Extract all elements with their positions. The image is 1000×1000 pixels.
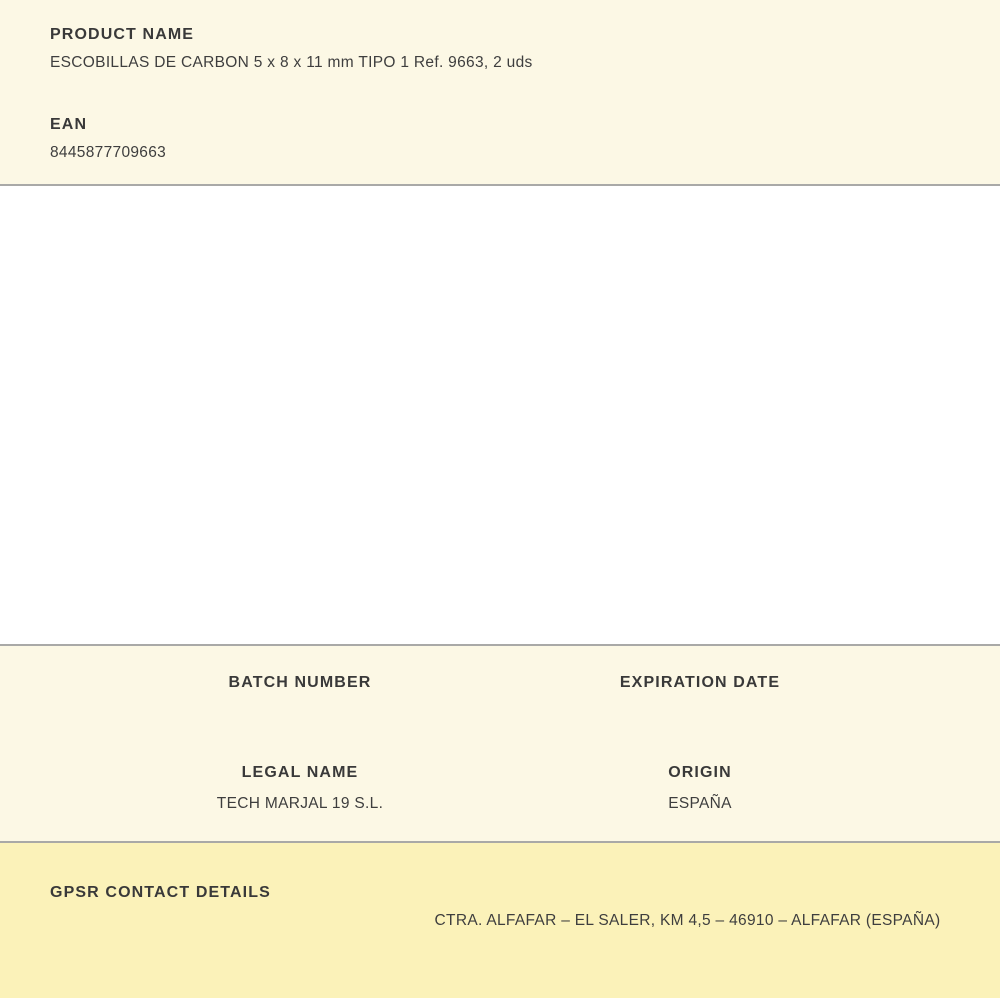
- product-name-field: [50, 26, 950, 72]
- product-header-section: [0, 0, 1000, 186]
- product-details-section: [0, 646, 1000, 843]
- product-name-label: PRODUCT NAME: [50, 26, 195, 43]
- origin-value: ESPAÑA: [668, 795, 732, 812]
- details-row-batch-expiration: [100, 674, 900, 692]
- batch-number-field: [100, 674, 500, 692]
- origin-field: [500, 764, 900, 813]
- batch-number-label: BATCH NUMBER: [228, 674, 372, 691]
- ean-value: 8445877709663: [50, 144, 167, 161]
- product-name-value: ESCOBILLAS DE CARBON 5 x 8 x 11 mm TIPO 1 Ref. 9663, 2 uds: [50, 54, 533, 71]
- gpsr-contact-label: GPSR CONTACT DETAILS: [50, 884, 271, 901]
- expiration-date-label: EXPIRATION DATE: [619, 674, 781, 691]
- origin-label: ORIGIN: [668, 764, 732, 781]
- expiration-date-field: [500, 674, 900, 692]
- gpsr-contact-section: [0, 843, 1000, 998]
- gpsr-contact-address: CTRA. ALFAFAR – EL SALER, KM 4,5 – 46910 – ALFAFAR (ESPAÑA): [434, 912, 941, 929]
- ean-label: EAN: [50, 116, 88, 133]
- legal-name-value: TECH MARJAL 19 S.L.: [216, 795, 384, 812]
- ean-field: [50, 116, 950, 162]
- legal-name-label: LEGAL NAME: [241, 764, 359, 781]
- legal-name-field: [100, 764, 500, 813]
- details-row-legal-origin: [100, 764, 900, 813]
- blank-content-section: [0, 186, 1000, 646]
